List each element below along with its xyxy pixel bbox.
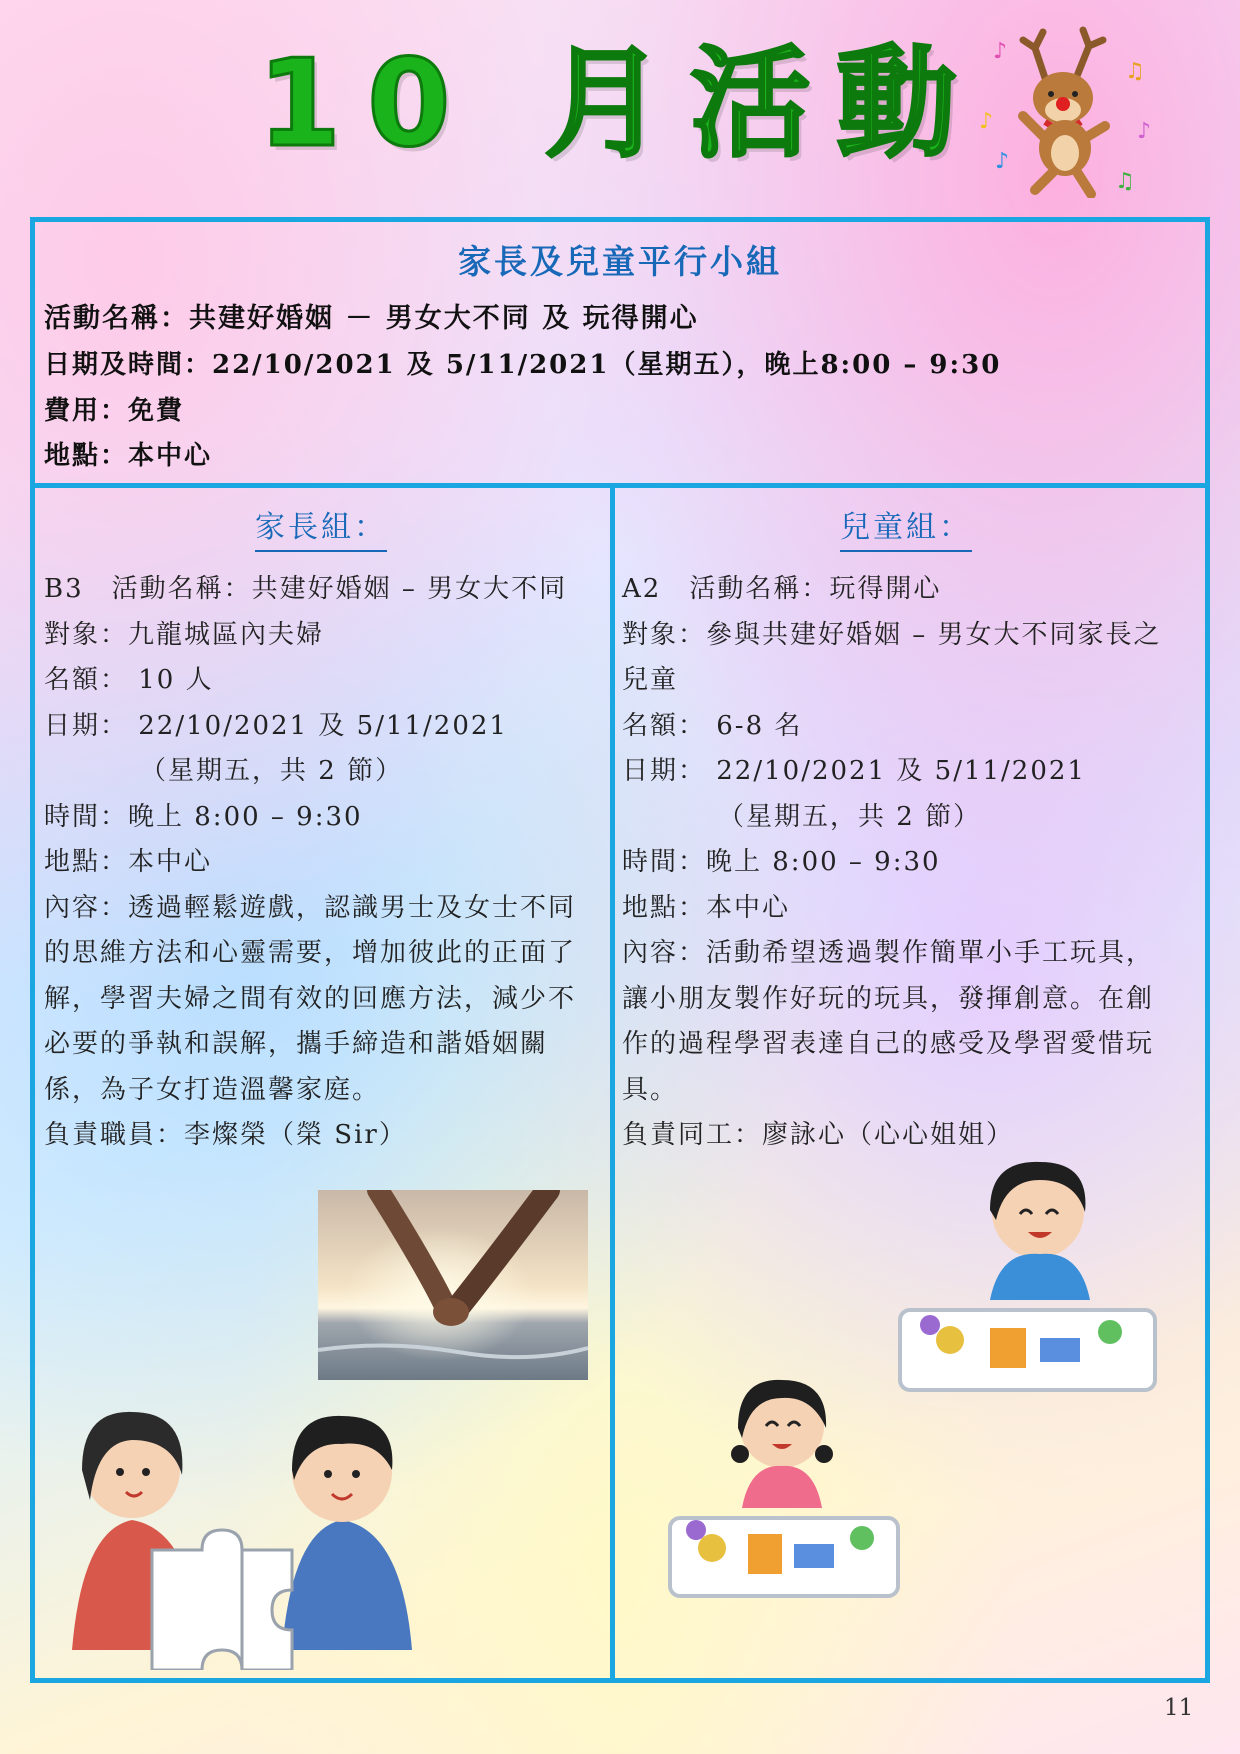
reindeer-icon [965, 18, 1165, 198]
group-activity: 活動名稱：共建好婚姻 － 男女大不同 及 玩得開心 [44, 303, 699, 334]
parents-line: 解，學習夫婦之間有效的回應方法，減少不 [44, 983, 577, 1014]
parents-line: 的思維方法和心靈需要，增加彼此的正面了 [44, 938, 577, 968]
svg-text:♪: ♪ [993, 39, 1008, 64]
svg-text:♫: ♫ [1125, 59, 1145, 84]
children-line: A2 活動名稱：玩得開心 [622, 574, 942, 604]
children-line: 日期： 22/10/2021 及 5/11/2021 [622, 756, 1086, 786]
children-line: 具。 [622, 1074, 679, 1105]
boy-crafting-illustration [890, 1150, 1165, 1405]
parents-line: 地點：本中心 [44, 847, 213, 877]
children-heading: 兒童組： [840, 502, 972, 552]
children-line: 名額： 6-8 名 [622, 710, 803, 741]
couple-puzzle-illustration [52, 1400, 432, 1670]
parents-line: 負責職員：李燦榮（榮 Sir） [44, 1120, 407, 1150]
children-line: 負責同工：廖詠心（心心姐姐） [622, 1120, 1015, 1150]
children-line: 時間：晚上 8:00 – 9:30 [622, 847, 941, 877]
children-line: 兒童 [622, 665, 679, 695]
svg-text:♪: ♪ [979, 109, 994, 134]
parents-line: 必要的爭執和誤解，攜手締造和諧婚姻關 [44, 1029, 549, 1059]
svg-text:♫: ♫ [1115, 169, 1135, 194]
parents-line: B3 活動名稱：共建好婚姻 – 男女大不同 [44, 574, 568, 604]
children-details [622, 567, 1162, 1159]
group-datetime: 日期及時間：22/10/2021 及 5/11/2021（星期五），晚上8:00 – 9:30 [44, 350, 1002, 380]
holding-hands-photo [318, 1190, 588, 1380]
parents-line: （星期五，共 2 節） [140, 756, 404, 786]
parents-details [44, 567, 576, 1159]
children-line: 對象：參與共建好婚姻 – 男女大不同家長之 [622, 619, 1162, 650]
parents-line: 日期： 22/10/2021 及 5/11/2021 [44, 710, 508, 741]
parents-heading: 家長組： [255, 502, 387, 552]
children-line: （星期五，共 2 節） [718, 801, 982, 832]
page-number: 11 [1164, 1695, 1194, 1721]
children-line: 讓小朋友製作好玩的玩具，發揮創意。在創 [622, 983, 1155, 1014]
parents-line: 內容：透過輕鬆遊戲，認識男士及女士不同 [44, 892, 577, 923]
parents-line: 係，為子女打造溫馨家庭。 [44, 1074, 381, 1105]
svg-text:♪: ♪ [995, 149, 1010, 174]
children-line: 地點：本中心 [622, 892, 791, 923]
children-line: 作的過程學習表達自己的感受及學習愛惜玩 [622, 1029, 1155, 1059]
parents-line: 名額： 10 人 [44, 665, 214, 695]
svg-text:♪: ♪ [1137, 119, 1152, 144]
parents-line: 時間：晚上 8:00 – 9:30 [44, 801, 363, 832]
group-venue: 地點：本中心 [44, 441, 213, 471]
children-line: 內容：活動希望透過製作簡單小手工玩具， [622, 938, 1155, 968]
group-fee: 費用：免費 [44, 396, 185, 426]
parents-line: 對象：九龍城區內夫婦 [44, 619, 325, 650]
group-heading: 家長及兒童平行小組 [458, 242, 782, 281]
girl-crafting-illustration [662, 1368, 907, 1608]
page-title: 10 月活動 [257, 35, 983, 174]
